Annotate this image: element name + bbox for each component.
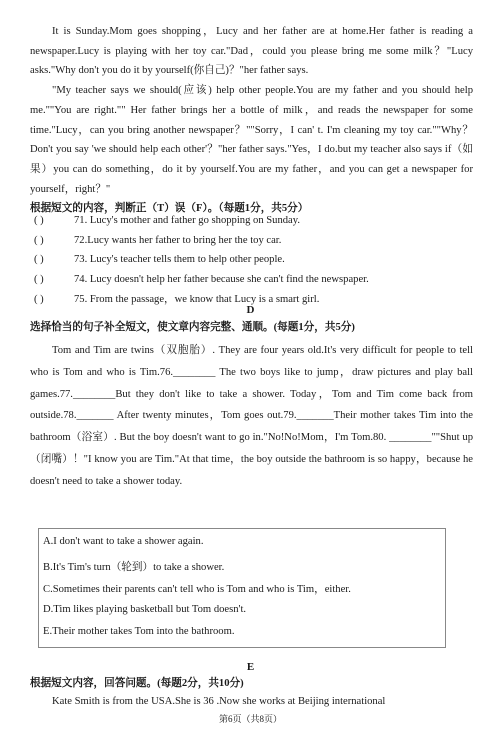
- question-74[interactable]: ( ) 74. Lucy doesn't help her father because she can't find the newspaper.: [34, 274, 369, 285]
- question-71[interactable]: ( ) 71. Lucy's mother and father go shopping on Sunday.: [34, 215, 301, 226]
- section-d-letter: D: [246, 304, 255, 316]
- section-d-instruction: 选择恰当的句子补全短文，使文章内容完整、通顺。(每题1分，共5分): [30, 322, 355, 333]
- section-d-passage-wrap: [30, 340, 473, 493]
- question-75[interactable]: ( ) 75. From the passage，we know that Lucy is a smart girl.: [34, 294, 320, 305]
- section-d-instruction-wrap: [30, 318, 473, 338]
- option-b: B.It's Tim's turn（轮到）to take a shower.: [43, 562, 225, 573]
- page-footer: 第6页（共8页）: [218, 714, 282, 724]
- options-box: [38, 528, 446, 648]
- passage-paragraph-1: It is Sunday.Mom goes shopping，Lucy and her father are at home.Her father is reading a newspaper.Lucy is playing with her toy car."Dad，could you please bring me some milk？"Lucy asks."Why don't you do it by yourself(你自己)？"her father says.: [30, 26, 473, 77]
- option-d: D.Tim likes playing basketball but Tom doesn't.: [43, 604, 247, 615]
- question-73[interactable]: ( ) 73. Lucy's teacher tells them to help other people.: [34, 254, 285, 265]
- option-e: E.Their mother takes Tom into the bathroom.: [43, 626, 235, 637]
- option-a: A.I don't want to take a shower again.: [43, 536, 204, 547]
- option-c: C.Sometimes their parents can't tell who is Tom and who is Tim，either.: [43, 584, 351, 595]
- question-72[interactable]: ( ) 72.Lucy wants her father to bring her the toy car.: [34, 235, 282, 246]
- section-c-passage: [30, 22, 473, 219]
- section-e-instruction: 根据短文内容，回答问题。(每题2分，共10分): [30, 678, 244, 689]
- section-d-passage: Tom and Tim are twins（双胞胎）. They are four years old.It's very difficult for people to tell who is Tom and who is Tim.76.________ The two boys like to jump，draw pictures and play ball games.77.________But they don't like to take a shower. Today，Tom and Tim come back from outside.78._______ After twenty minutes，Tom goes out.79._______Their mother takes Tim into the bathroom（浴室）. But the boy doesn't want to go in."No!No!Mom，I'm Tom.80. ________""Shut up（闭嘴）！"I know you are Tim."At that time，the boy outside the bathroom is so happy，because he doesn't need to take a shower today.: [30, 345, 473, 487]
- section-e-wrap: [30, 675, 473, 711]
- passage-paragraph-2: "My teacher says we should(应该) help other people.You are my father and you should help me.""You are right."" Her father brings her a bottle of milk，and reads the newspaper for some time."Lucy，can you bring another newspaper？""Sorry，I can' t. I'm cleaning my toy car.""Why？ Don't you say 'we should help each other'？"her father says."Yes，I do.but my teacher also says if（如果）you can do something，do it by yourself.You are my father，and you can get a newspaper for yourself，right？": [30, 85, 473, 195]
- section-e-letter: E: [246, 661, 255, 673]
- section-e-passage: Kate Smith is from the USA.She is 36 .Now she works at Beijing international: [52, 696, 386, 707]
- section-c-instruction: 根据短文的内容，判断正（T）误（F）。（每题1分，共5分）: [30, 203, 309, 215]
